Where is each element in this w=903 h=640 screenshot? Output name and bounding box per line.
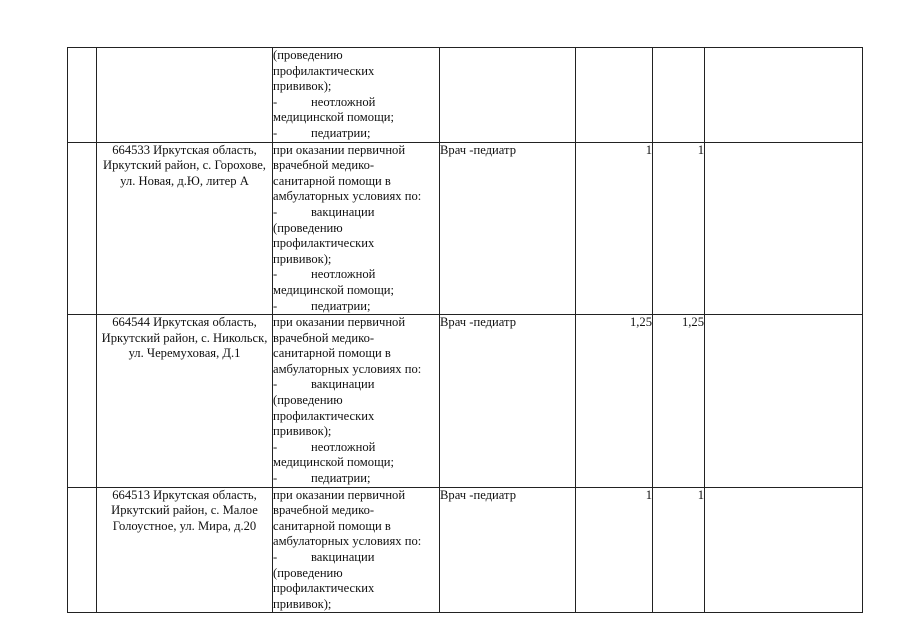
dash-bullet: - <box>273 267 278 282</box>
condition-text: вакцинации <box>311 377 375 392</box>
conditions-cell <box>273 48 440 143</box>
note-cell <box>705 487 863 613</box>
condition-line: прививок); <box>273 79 332 94</box>
condition-text: педиатрии; <box>311 125 371 140</box>
dash-bullet: - <box>273 471 278 486</box>
occupied-cell <box>653 48 705 143</box>
condition-line: прививок); <box>273 251 332 266</box>
condition-bullet-line <box>273 471 439 487</box>
condition-text: неотложной <box>311 94 376 109</box>
address-cell: 664533 Иркутская область, Иркутский район, с. Горохове, ул. Новая, д.Ю, литер А <box>97 142 273 315</box>
dash-bullet: - <box>273 94 278 109</box>
address-cell <box>97 48 273 143</box>
condition-line: профилактических <box>273 63 375 78</box>
table-row <box>68 315 863 488</box>
condition-line: при оказании первичной <box>273 487 406 502</box>
condition-bullet-line <box>273 205 439 221</box>
note-cell <box>705 142 863 315</box>
position-cell: Врач -педиатр <box>440 142 576 315</box>
condition-text: вакцинации <box>311 204 375 219</box>
condition-line: врачебной медико- <box>273 503 375 518</box>
condition-line: при оказании первичной <box>273 315 406 330</box>
position-cell: Врач -педиатр <box>440 315 576 488</box>
condition-line: амбулаторных условиях по: <box>273 361 422 376</box>
condition-line: амбулаторных условиях по: <box>273 189 422 204</box>
row-number-cell <box>68 48 97 143</box>
rate-cell: 1 <box>576 487 653 613</box>
condition-line: профилактических <box>273 581 375 596</box>
rate-cell: 1 <box>576 142 653 315</box>
condition-line: (проведению <box>273 393 343 408</box>
note-cell <box>705 315 863 488</box>
condition-bullet-line <box>273 377 439 393</box>
condition-line: (проведению <box>273 48 343 62</box>
condition-line: врачебной медико- <box>273 158 375 173</box>
condition-line: амбулаторных условиях по: <box>273 534 422 549</box>
note-cell <box>705 48 863 143</box>
conditions-cell <box>273 142 440 315</box>
condition-line: (проведению <box>273 565 343 580</box>
condition-line: профилактических <box>273 408 375 423</box>
condition-bullet-line <box>273 299 439 315</box>
condition-line: прививок); <box>273 596 332 611</box>
condition-line: врачебной медико- <box>273 330 375 345</box>
table-row <box>68 487 863 613</box>
dash-bullet: - <box>273 204 278 219</box>
row-number-cell <box>68 315 97 488</box>
condition-bullet-line <box>273 95 439 111</box>
conditions-cell <box>273 487 440 613</box>
condition-line: прививок); <box>273 424 332 439</box>
condition-text: педиатрии; <box>311 298 371 313</box>
condition-bullet-line <box>273 440 439 456</box>
row-number-cell <box>68 142 97 315</box>
table-row <box>68 142 863 315</box>
dash-bullet: - <box>273 125 278 140</box>
dash-bullet: - <box>273 439 278 454</box>
condition-line: при оказании первичной <box>273 142 406 157</box>
staffing-table <box>67 47 863 613</box>
condition-line: медицинской помощи; <box>273 282 395 297</box>
dash-bullet: - <box>273 550 278 564</box>
rate-cell <box>576 48 653 143</box>
condition-bullet-line <box>273 126 439 142</box>
dash-bullet: - <box>273 377 278 392</box>
position-cell <box>440 48 576 143</box>
condition-line: санитарной помощи в <box>273 518 391 533</box>
position-cell: Врач -педиатр <box>440 487 576 613</box>
occupied-cell: 1 <box>653 142 705 315</box>
condition-line: санитарной помощи в <box>273 173 391 188</box>
condition-line: (проведению <box>273 220 343 235</box>
condition-bullet-line <box>273 550 439 566</box>
occupied-cell: 1 <box>653 487 705 613</box>
condition-line: профилактических <box>273 236 375 251</box>
address-cell: 664513 Иркутская область, Иркутский район, с. Малое Голоустное, ул. Мира, д.20 <box>97 487 273 613</box>
table-row <box>68 48 863 143</box>
condition-text: педиатрии; <box>311 471 371 486</box>
condition-line: медицинской помощи; <box>273 455 395 470</box>
condition-line: санитарной помощи в <box>273 346 391 361</box>
row-number-cell <box>68 487 97 613</box>
address-cell: 664544 Иркутская область, Иркутский район, с. Никольск, ул. Черемуховая, Д.1 <box>97 315 273 488</box>
condition-text: неотложной <box>311 439 376 454</box>
condition-bullet-line <box>273 267 439 283</box>
dash-bullet: - <box>273 298 278 313</box>
conditions-cell <box>273 315 440 488</box>
condition-text: вакцинации <box>311 550 375 564</box>
condition-line: медицинской помощи; <box>273 110 395 125</box>
occupied-cell: 1,25 <box>653 315 705 488</box>
rate-cell: 1,25 <box>576 315 653 488</box>
condition-text: неотложной <box>311 267 376 282</box>
